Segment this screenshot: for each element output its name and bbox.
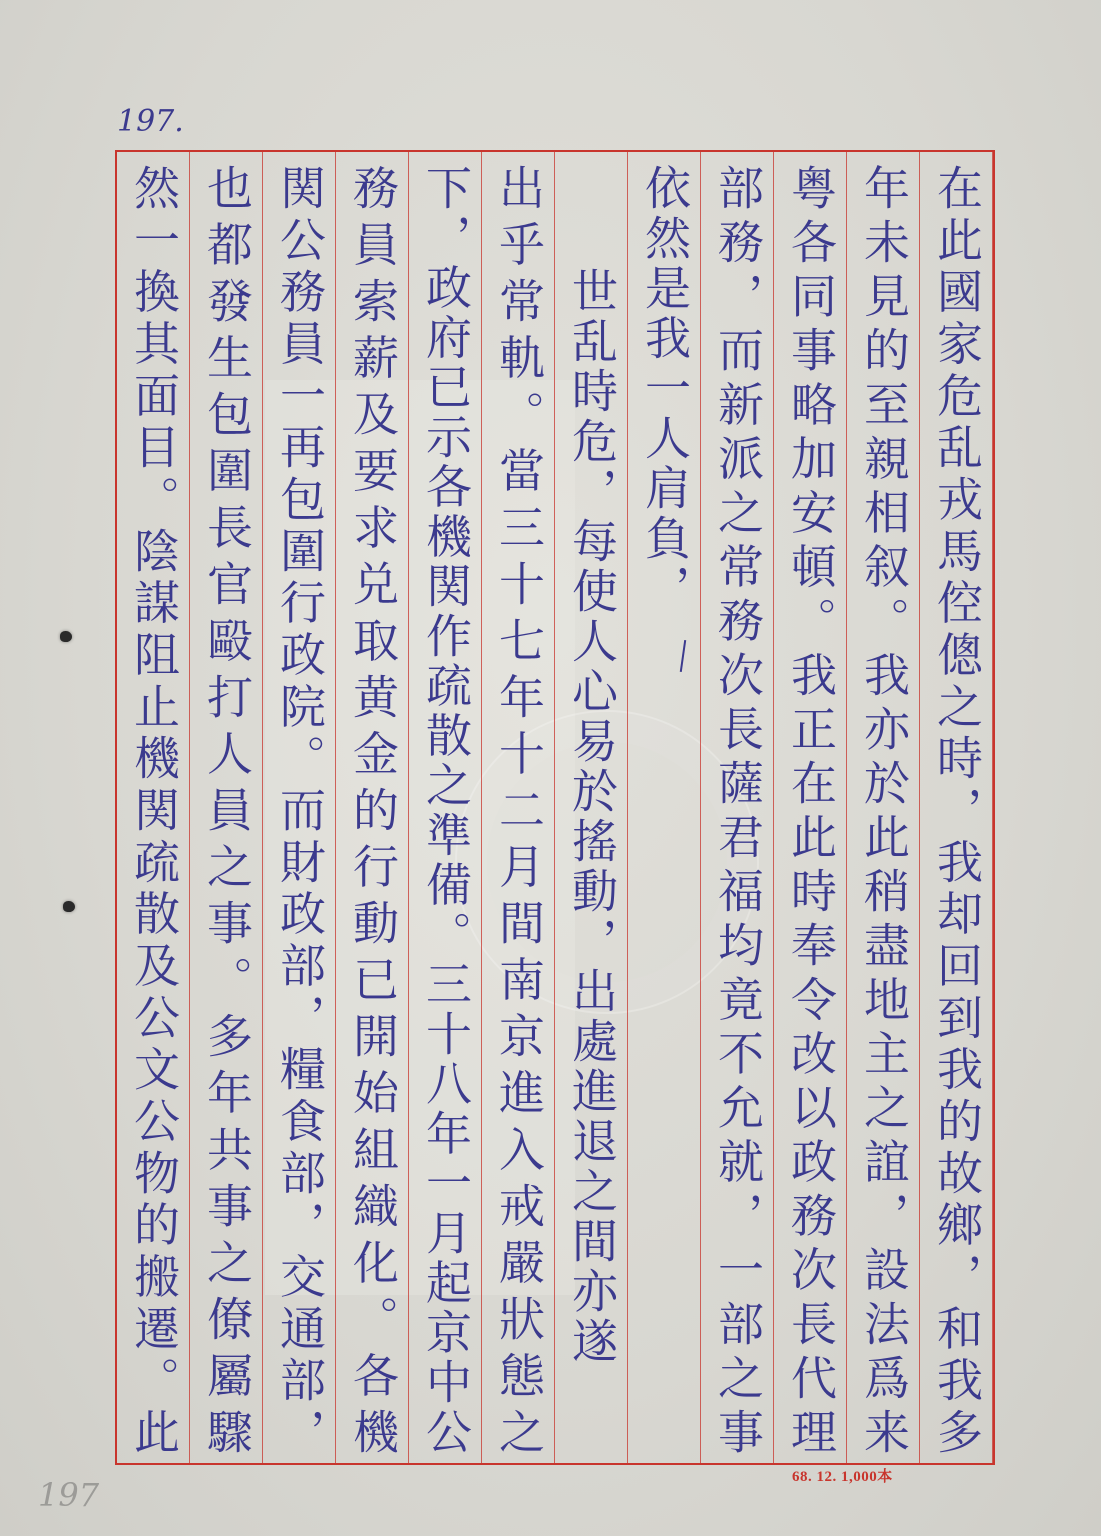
manuscript-column-3: 粤各同事略加安頓。我正在此時奉令改以政務次長代理 [784, 164, 838, 1455]
ruled-frame [115, 150, 995, 1465]
manuscript-column-2: 年未見的至親相叙。我亦於此稍盡地主之誼，設法爲来 [857, 164, 911, 1455]
page-number-bottom-pencil: 197 [38, 1476, 100, 1514]
manuscript-column-1: 在此國家危乱戎馬倥傯之時，我却回到我的故鄉，和我多 [930, 164, 984, 1455]
manuscript-column-10: 関公務員一再包圍行政院。而財政部，糧食部，交通部， [273, 164, 327, 1455]
manuscript-column-7: 出乎常軌。當三十七年十二月間南京進入戒嚴狀態之 [492, 164, 546, 1455]
page-number-top: 197. [117, 104, 184, 139]
punch-hole [60, 631, 72, 642]
punch-hole [63, 901, 75, 912]
manuscript-column-12: 然一換其面目。陰謀阻止機関疏散及公文公物的搬遷。此 [127, 164, 181, 1455]
manuscript-column-5: 依然是我一人肩負， [638, 164, 692, 614]
manuscript-column-4: 部務，而新派之常務次長薩君福均竟不允就，一部之事 [711, 164, 765, 1455]
manuscript-column-9: 務員索薪及要求兑取黄金的行動已開始組織化。各機 [346, 164, 400, 1455]
print-run-mark: 68. 12. 1,000本 [792, 1469, 893, 1485]
manuscript-column-11: 也都發生包圍長官毆打人員之事。多年共事之僚屬驟 [200, 164, 254, 1455]
manuscript-column-6: 世乱時危，每使人心易於搖動，出處進退之間亦遂 [565, 267, 619, 1367]
manuscript-column-8: 下，政府已示各機関作疏散之準備。三十八年一月起京中公 [419, 164, 473, 1455]
